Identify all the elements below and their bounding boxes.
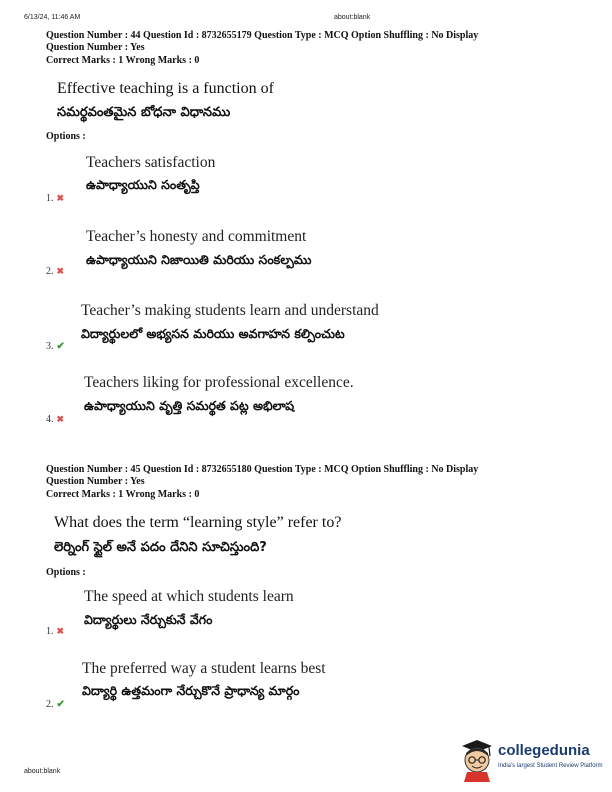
option-text-en: Teacher’s making students learn and understand	[81, 302, 379, 319]
option-number: 3. ✔	[46, 341, 65, 352]
option-number: 2. ✔	[46, 699, 65, 710]
correct-check-icon: ✔	[56, 341, 65, 352]
question-text-en: What does the term “learning style” refer to?	[54, 514, 342, 531]
option-text-te: ఉపాధ్యాయుని నిజాయితి మరియు సంకల్పము	[86, 252, 312, 267]
option-text-en: Teacher’s honesty and commitment	[86, 228, 307, 245]
question-meta-line2: Question Number : Yes	[46, 42, 145, 53]
option-number: 1. ✖	[46, 626, 65, 637]
option-text-en: The preferred way a student learns best	[82, 660, 326, 677]
collegedunia-logo	[458, 738, 608, 782]
logo-tagline: India's largest Student Review Platform	[498, 763, 603, 769]
option-text-te: విద్యార్థులలో అభ్యసన మరియు అవగాహన కల్పించుట	[81, 326, 345, 341]
question-text-te: సమర్థవంతమైన బోధనా విధానము	[57, 105, 231, 120]
question-text-en: Effective teaching is a function of	[57, 80, 274, 97]
question-meta-line1: Question Number : 45 Question Id : 8732655180 Question Type : MCQ Option Shuffling : No Display	[46, 464, 479, 475]
question-meta-line3: Correct Marks : 1 Wrong Marks : 0	[46, 55, 200, 66]
wrong-icon: ✖	[56, 414, 65, 424]
option-number: 1. ✖	[46, 193, 65, 204]
wrong-icon: ✖	[56, 193, 65, 203]
question-meta-line1: Question Number : 44 Question Id : 8732655179 Question Type : MCQ Option Shuffling : No Display	[46, 30, 479, 41]
option-number: 4. ✖	[46, 414, 65, 425]
wrong-icon: ✖	[56, 266, 65, 276]
wrong-icon: ✖	[56, 626, 65, 636]
option-text-te: విద్యార్థులు నేర్చుకునే వేగం	[84, 612, 213, 627]
print-datetime: 6/13/24, 11:46 AM	[24, 14, 81, 21]
option-text-en: Teachers liking for professional excellence.	[84, 374, 354, 391]
question-meta-line3: Correct Marks : 1 Wrong Marks : 0	[46, 489, 200, 500]
options-label: Options :	[46, 567, 86, 578]
option-text-en: The speed at which students learn	[84, 588, 294, 605]
options-label: Options :	[46, 131, 86, 142]
question-text-te: లెర్నింగ్ స్టైల్ అనే పదం దేనిని సూచిస్తుంది?	[54, 540, 267, 555]
correct-check-icon: ✔	[56, 699, 65, 710]
option-text-te: ఉపాధ్యాయుని వృత్తి సమర్థత పట్ల అభిలాష	[84, 398, 295, 413]
mascot-icon	[458, 738, 496, 782]
question-meta-line2: Question Number : Yes	[46, 476, 145, 487]
option-number: 2. ✖	[46, 266, 65, 277]
footer-url: about:blank	[24, 768, 61, 775]
option-text-en: Teachers satisfaction	[86, 154, 216, 171]
print-url: about:blank	[334, 14, 371, 21]
option-text-te: ఉపాధ్యాయుని సంతృప్తి	[86, 177, 200, 192]
logo-name: collegedunia	[498, 742, 590, 759]
option-text-te: విద్యార్థి ఉత్తమంగా నేర్చుకొనే ప్రాధాన్య మార్గం	[82, 683, 300, 698]
